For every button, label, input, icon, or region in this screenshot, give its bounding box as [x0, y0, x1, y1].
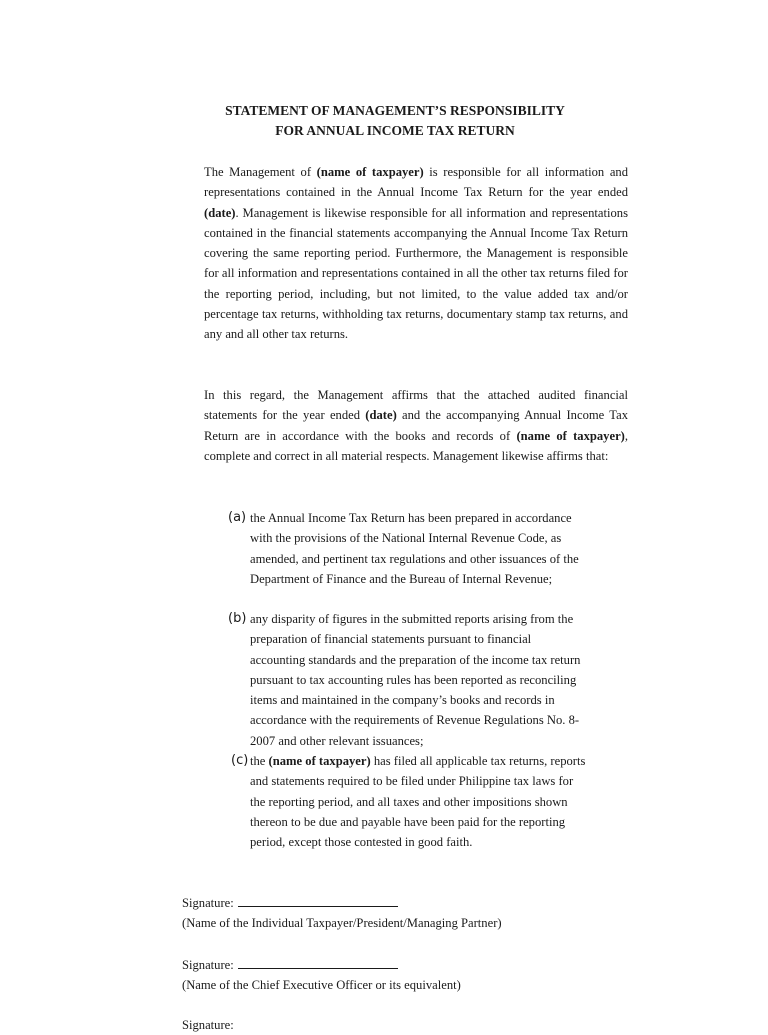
paragraph1-date-placeholder: (date): [204, 205, 236, 220]
item-c-taxpayer-placeholder: (name of taxpayer): [268, 754, 371, 768]
paragraph1-taxpayer-placeholder: (name of taxpayer): [316, 165, 424, 179]
item-b-text: any disparity of figures in the submitted reports arising from the preparation of financial statements pursuant to financial accounting standards and the preparation of the income tax return pursuant to tax accounting rules has been reported as reconciling items and maintained in the company’s books and records in accordance with the requirements of Revenue Regulations No. 8-2007 and other relevant issuances;: [250, 612, 581, 748]
item-a-marker: (a): [228, 510, 247, 525]
paragraph2-text-2: and the accompanying Annual Income Tax Return are in accordance with the books and records of: [204, 408, 628, 443]
paragraph1-text-2: is responsible for all information and representations contained in the Annual Income Tax Return for the year ended: [204, 165, 628, 200]
item-b-marker: (b): [228, 611, 247, 626]
paragraph2-text-3: , complete and correct in all material respects. Management likewise affirms that:: [204, 428, 629, 463]
item-c-text-1: the: [250, 754, 269, 768]
paragraph2-date-placeholder: (date): [365, 408, 397, 423]
item-c-marker: (c): [231, 753, 249, 768]
item-c-text: [250, 751, 588, 852]
signature-line-2: [238, 957, 398, 969]
paragraph1-text-1: The Management of: [204, 165, 317, 179]
paragraph-affirmation: [204, 385, 628, 466]
paragraph-management-responsibility: [204, 162, 628, 345]
signature-block-2: [182, 955, 398, 975]
signature-block-1: [182, 893, 398, 913]
title-line-2: FOR ANNUAL INCOME TAX RETURN: [275, 123, 515, 138]
signature-label-2: Signature:: [182, 958, 234, 972]
paragraph2-text-1: In this regard, the Management affirms that the attached audited financial statements for the year ended: [204, 388, 628, 423]
signature-label-3: Signature:: [182, 1018, 234, 1032]
signature-line-1: [238, 895, 398, 907]
title-line-1: STATEMENT OF MANAGEMENT’S RESPONSIBILITY: [225, 103, 565, 118]
item-c-text-2: has filed all applicable tax returns, reports and statements required to be filed under Philippine tax laws for the reporting period, and all taxes and other impositions shown thereon to be due and payable have been paid for the reporting period, except those contested in good faith.: [250, 754, 586, 850]
paragraph2-taxpayer-placeholder: (name of taxpayer): [516, 428, 625, 443]
paragraph1-text-3: . Management is likewise responsible for all information and representations contained in the financial statements accompanying the Annual Income Tax Return covering the same reporting period. Furthermore, the Management is responsible for all information and representations contained in all the other tax returns filed for the reporting period, including, but not limited, to the value added tax and/or percentage tax returns, withholding tax returns, documentary stamp tax returns, and any and all other tax returns.: [204, 205, 628, 342]
signature-block-3: [182, 1015, 234, 1035]
signature-label-1: Signature:: [182, 896, 234, 910]
item-a-text: the Annual Income Tax Return has been prepared in accordance with the provisions of the National Internal Revenue Code, as amended, and pertinent tax regulations and other issuances of the Department of Finance and the Bureau of Internal Revenue;: [250, 511, 579, 586]
signatory-name-1: (Name of the Individual Taxpayer/President/Managing Partner): [182, 916, 502, 930]
signatory-name-2: (Name of the Chief Executive Officer or its equivalent): [182, 978, 461, 992]
